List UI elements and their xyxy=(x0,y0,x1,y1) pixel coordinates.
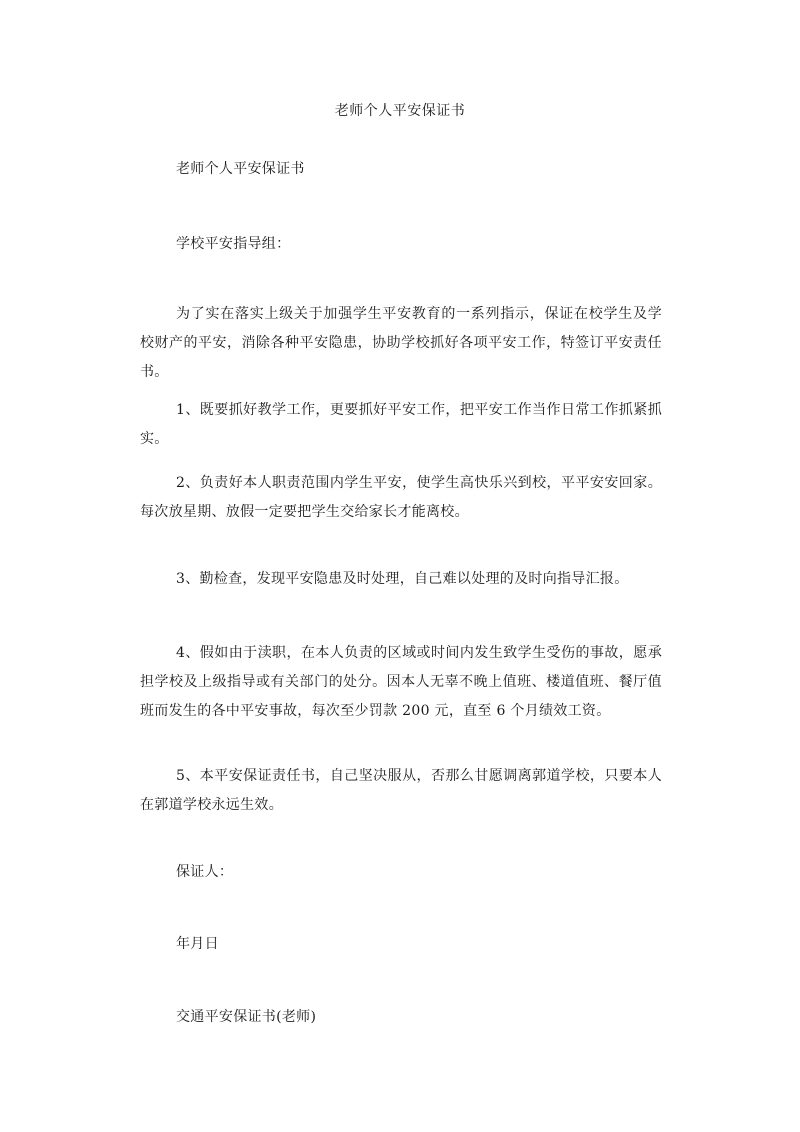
item-5: 5、本平安保证责任书，自己坚决服从，否那么甘愿调离郭道学校，只要本人在郭道学校永远生效。 xyxy=(140,768,662,813)
document-subtitle: 老师个人平安保证书 xyxy=(176,161,305,177)
item-4: 4、假如由于渎职，在本人负责的区域或时间内发生致学生受伤的事故，愿承担学校及上级指导或有关部门的处分。因本人无辜不晚上值班、楼道值班、餐厅值班而发生的各中平安事故，每次至少罚款 200 元，直至 6 个月绩效工资。 xyxy=(140,645,662,719)
item-2: 2、负责好本人职责范围内学生平安，使学生高快乐兴到校，平平安安回家。每次放星期、放假一定要把学生交给家长才能离校。 xyxy=(140,475,662,520)
intro-paragraph: 为了实在落实上级关于加强学生平安教育的一系列指示，保证在校学生及学校财产的平安，消除各种平安隐患，协助学校抓好各项平安工作，特签订平安责任书。 xyxy=(140,306,662,380)
item-3: 3、勤检查，发现平安隐患及时处理，自己难以处理的及时向指导汇报。 xyxy=(176,571,629,587)
date-label: 年月日 xyxy=(176,936,219,952)
guarantor-label: 保证人： xyxy=(176,864,234,880)
document-title: 老师个人平安保证书 xyxy=(334,103,466,119)
item-1: 1、既要抓好教学工作，更要抓好平安工作，把平安工作当作日常工作抓紧抓实。 xyxy=(140,402,662,447)
next-document-title: 交通平安保证书(老师) xyxy=(176,1009,317,1025)
salutation: 学校平安指导组： xyxy=(176,236,291,252)
